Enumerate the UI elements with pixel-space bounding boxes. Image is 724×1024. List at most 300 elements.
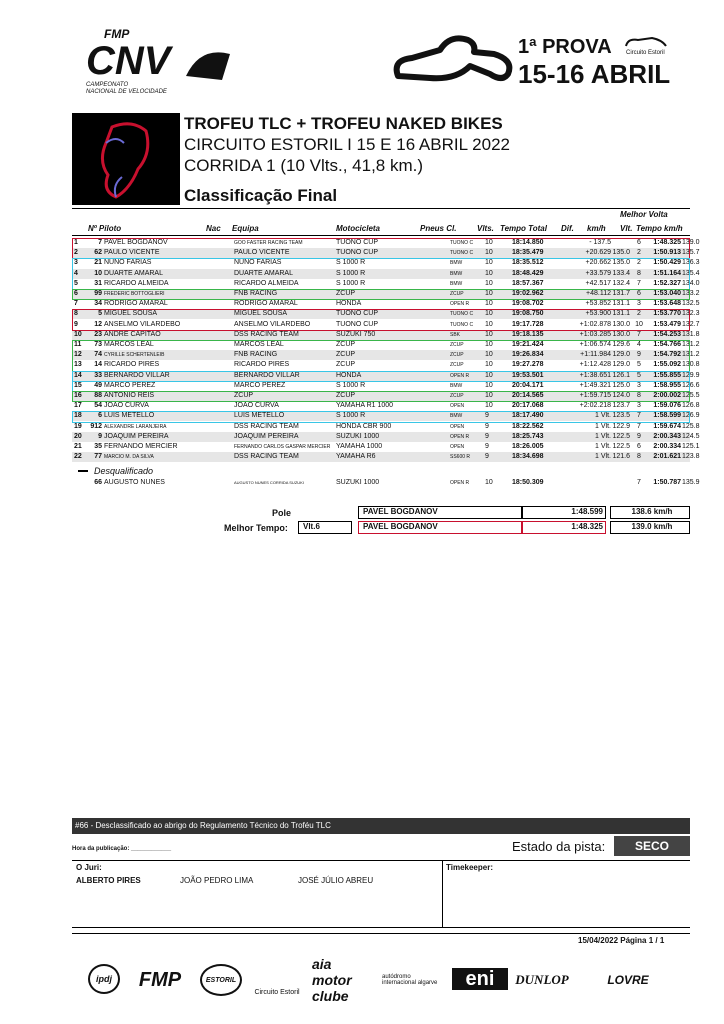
cell-bk: 135.7 <box>682 249 700 257</box>
cell-num: 9 <box>98 432 102 440</box>
cell-diff: +42.517 <box>585 279 611 287</box>
cell-bt: 2:01.621 <box>653 453 681 461</box>
cell-pilot: FREDERIC BOTTOGLIERI <box>104 291 165 297</box>
cell-laps: 9 <box>485 432 489 440</box>
dsq-section <box>72 466 690 476</box>
cell-time: 18:25.743 <box>512 432 544 440</box>
cell-pos: 22 <box>74 453 82 461</box>
cell-bl: 7 <box>637 279 641 287</box>
cell-time: 18:26.005 <box>512 443 544 450</box>
badge-text: Circuito Estoril <box>626 50 665 56</box>
cell-team: DSS RACING TEAM <box>234 422 299 430</box>
cell-bk: 136.3 <box>682 259 700 267</box>
cell-bl: 4 <box>637 341 641 348</box>
dsq-label: Desqualificado <box>94 466 154 477</box>
cnv-sub1: CAMPEONATO <box>86 82 129 88</box>
cell-bl: 6 <box>637 290 641 297</box>
table-row <box>72 452 700 462</box>
cell-pilot: MIGUEL SOUSA <box>104 310 158 318</box>
cell-kmh: 129.6 <box>612 341 630 348</box>
cell-cls: TUONO C <box>450 311 474 318</box>
cell-pilot: DUARTE AMARAL <box>104 269 163 277</box>
cell-bl: 2 <box>637 310 641 318</box>
cell-bk: 132.3 <box>682 310 700 318</box>
cell-bk: 135.4 <box>682 269 700 277</box>
table-row <box>72 330 700 340</box>
cell-diff: +33.579 <box>585 269 611 277</box>
date-page: 15/04/2022 Página 1 / 1 <box>578 936 665 945</box>
cnv-brand: FMP <box>104 27 130 41</box>
cell-time: 19:02.962 <box>512 290 544 297</box>
cell-kmh: 122.5 <box>612 432 630 440</box>
cell-team: MARCOS LEAL <box>234 341 284 348</box>
cell-bt: 1:54.253 <box>653 330 681 338</box>
cell-moto: ZCUP <box>336 290 356 297</box>
cell-time: 20:04.171 <box>512 381 544 389</box>
cell-kmh: 125.0 <box>612 381 630 389</box>
cell-kmh: 135.0 <box>612 259 630 267</box>
col-kmh: km/h <box>587 224 606 233</box>
cell-kmh: 122.5 <box>612 443 630 450</box>
cell-diff: 1 Vlt. <box>595 422 611 430</box>
cell-pos: 19 <box>74 422 82 430</box>
cell-bk: 125.5 <box>682 392 700 399</box>
sponsor-ipdj: ipdj <box>88 964 120 994</box>
cell-time: 20:14.565 <box>512 392 544 399</box>
cnv-name: CNV <box>86 39 171 83</box>
cell-pilot: PAULO VICENTE <box>104 249 160 257</box>
cell-bl: 3 <box>637 300 641 308</box>
circuit-estoril-badge <box>622 34 672 56</box>
cell-time: 19:17.728 <box>512 320 544 328</box>
cell-time: 18:22.562 <box>512 422 544 430</box>
cell-cls: OPEN <box>450 444 465 450</box>
cell-cls: BMW <box>450 280 463 287</box>
cell-team: JOAO CURVA <box>234 402 279 410</box>
col-team: Equipa <box>232 224 259 233</box>
cell-time: 20:17.068 <box>512 402 544 410</box>
col-nac: Nac <box>206 224 221 233</box>
cell-cls: ZCUP <box>450 352 464 359</box>
cell-pilot: RICARDO PIRES <box>104 361 160 369</box>
cell-laps: 9 <box>485 412 489 420</box>
cell-pos: 17 <box>74 402 82 410</box>
cell-laps: 10 <box>485 269 493 277</box>
cell-pilot: PAVEL BOGDANOV <box>104 239 168 246</box>
round-label: 1ª PROVA <box>518 36 612 58</box>
col-pilot: Nº Piloto <box>88 224 122 233</box>
cell-pilot: ANDRE CAPITAO <box>104 330 161 338</box>
dsq-cell-laps: 10 <box>485 479 493 487</box>
cell-cls: ZCUP <box>450 291 464 297</box>
cell-cls: OPEN <box>450 423 465 430</box>
cell-moto: YAMAHA 1000 <box>336 443 383 450</box>
cell-laps: 10 <box>485 259 493 267</box>
cell-team: DUARTE AMARAL <box>234 269 293 277</box>
cell-moto: TUONO CUP <box>336 249 378 257</box>
cell-team: PAULO VICENTE <box>234 249 290 257</box>
cell-bt: 1:54.766 <box>653 341 681 348</box>
cell-bk: 125.8 <box>682 422 700 430</box>
cell-num: 54 <box>94 402 102 410</box>
cell-laps: 10 <box>485 351 493 359</box>
cell-time: 19:27.278 <box>512 361 544 369</box>
cell-cls: OPEN R <box>450 372 470 379</box>
cell-pos: 21 <box>74 443 82 450</box>
cell-time: 18:14.850 <box>512 239 544 246</box>
cell-bt: 1:59.076 <box>653 402 681 410</box>
cell-pos: 20 <box>74 432 82 440</box>
cell-diff: - 137.5 <box>589 239 611 246</box>
cell-time: 18:17.490 <box>512 412 544 420</box>
cell-laps: 10 <box>485 361 493 369</box>
cell-num: 99 <box>94 290 102 297</box>
cell-kmh: 131.1 <box>612 310 630 318</box>
cell-num: 88 <box>94 392 102 399</box>
cell-cls: TUONO C <box>450 240 474 246</box>
best-name: PAVEL BOGDANOV <box>358 521 522 534</box>
cell-bl: 9 <box>637 432 641 440</box>
cell-diff: +1:49.321 <box>579 381 611 389</box>
cell-laps: 9 <box>485 443 489 450</box>
cell-cls: BMW <box>450 413 463 420</box>
dsq-cell-pilot: AUGUSTO NUNES <box>104 479 165 487</box>
cell-kmh: 131.1 <box>612 300 630 308</box>
cell-cls: SBK <box>450 331 461 338</box>
cell-time: 19:08.702 <box>512 300 544 308</box>
cell-num: 10 <box>94 269 102 277</box>
cell-bk: 131.2 <box>682 351 700 359</box>
cell-pos: 12 <box>74 351 82 359</box>
col-best-kmh: km/h <box>664 224 683 233</box>
cell-pilot: JOAQUIM PEREIRA <box>104 432 169 440</box>
cell-diff: +1:06.574 <box>579 341 611 348</box>
cell-bt: 1:50.429 <box>653 259 681 267</box>
cell-bt: 1:48.325 <box>653 239 681 246</box>
cell-bl: 3 <box>637 402 641 410</box>
sponsor-lovre: LOVRE <box>607 973 649 987</box>
event-dates: 15-16 ABRIL <box>518 59 671 89</box>
cell-diff: +1:38.651 <box>579 371 611 379</box>
cell-pos: 5 <box>74 279 78 287</box>
jury-member-1: ALBERTO PIRES <box>76 876 141 885</box>
cell-laps: 10 <box>485 239 493 246</box>
cell-laps: 10 <box>485 300 493 308</box>
disqualification-note: #66 - Desclassificado ao abrigo do Regulamento Técnico do Troféu TLC <box>72 818 690 834</box>
cell-pos: 7 <box>74 300 78 308</box>
cell-kmh: 123.5 <box>612 412 630 420</box>
cell-team: ZCUP <box>234 392 254 399</box>
estoril-track-logo <box>390 30 520 85</box>
cell-cls: BMW <box>450 270 463 277</box>
dsq-dash <box>78 470 88 472</box>
sponsor-circuito-estoril: Circuito Estoril <box>254 989 300 996</box>
cell-pilot: MARCOS LEAL <box>104 341 154 348</box>
publication-time: Hora da publicação: ____________ <box>72 846 172 852</box>
cell-time: 18:35.479 <box>512 249 544 257</box>
cell-bt: 1:54.792 <box>653 351 681 359</box>
cell-moto: YAMAHA R6 <box>336 453 376 461</box>
cell-team: LUIS METELLO <box>234 412 285 420</box>
sponsor-autodromo: autódromo internacional algarve <box>382 974 438 986</box>
cell-diff: +1:11.984 <box>580 351 611 359</box>
cell-pilot: RICARDO ALMEIDA <box>104 279 169 287</box>
jury-member-2: JOÃO PEDRO LIMA <box>180 876 254 885</box>
title-championship: TROFEU TLC + TROFEU NAKED BIKES <box>184 114 503 133</box>
cell-bk: 132.5 <box>682 300 700 308</box>
cell-laps: 10 <box>485 279 493 287</box>
cell-moto: HONDA <box>336 300 362 308</box>
cell-cls: SS600 R <box>450 454 471 461</box>
cell-diff: +20.629 <box>585 249 611 257</box>
cell-laps: 10 <box>485 392 493 399</box>
cell-bk: 130.8 <box>682 361 700 369</box>
cell-time: 19:18.135 <box>512 330 544 338</box>
title-venue: CIRCUITO ESTORIL I 15 E 16 ABRIL 2022 <box>184 135 510 154</box>
header-underline <box>72 235 690 236</box>
cell-moto: ZCUP <box>336 341 356 348</box>
dsq-cell-bt: 1:50.787 <box>653 479 681 487</box>
cell-num: 6 <box>98 412 102 420</box>
cell-cls: ZCUP <box>450 362 464 369</box>
cell-pos: 15 <box>74 381 82 389</box>
cell-bt: 1:53.479 <box>653 320 681 328</box>
cell-team: DSS RACING TEAM <box>234 330 299 338</box>
cell-pos: 11 <box>74 341 82 348</box>
cell-pilot: NUNO FARIAS <box>104 259 152 267</box>
cell-laps: 10 <box>485 402 493 410</box>
cell-pos: 9 <box>74 320 78 328</box>
cell-team: ANSELMO VILARDEBO <box>234 320 311 328</box>
cell-num: 7 <box>98 239 102 246</box>
table-row <box>72 442 700 452</box>
cell-bt: 2:00.343 <box>653 432 681 440</box>
cell-moto: TUONO CUP <box>336 310 378 318</box>
class-frame <box>72 289 690 300</box>
cell-num: 34 <box>94 300 102 308</box>
cell-pilot: ALEXANDRE LARANJEIRA <box>104 423 167 430</box>
cell-bt: 1:55.855 <box>653 371 681 379</box>
cnv-sub2: NACIONAL DE VELOCIDADE <box>86 89 167 95</box>
cell-kmh: 130.0 <box>612 330 630 338</box>
cell-kmh: 124.0 <box>612 392 630 399</box>
cell-laps: 10 <box>485 381 493 389</box>
cell-team: RODRIGO AMARAL <box>234 300 298 308</box>
cell-time: 19:21.424 <box>512 341 544 348</box>
cell-kmh: 133.4 <box>612 269 630 277</box>
cell-time: 19:26.834 <box>512 351 544 359</box>
cell-num: 73 <box>94 341 102 348</box>
cell-pilot: RODRIGO AMARAL <box>104 300 168 308</box>
cell-num: 12 <box>94 320 102 328</box>
cell-team: MIGUEL SOUSA <box>234 310 288 318</box>
cell-cls: BMW <box>450 382 463 389</box>
class-frame <box>72 391 690 402</box>
cell-diff: +48.112 <box>586 290 611 297</box>
cell-team: FNB RACING <box>234 290 278 297</box>
cell-bl: 5 <box>637 371 641 379</box>
table-row <box>72 299 700 309</box>
cell-kmh: 122.9 <box>612 422 630 430</box>
cell-diff: +53.900 <box>585 310 611 318</box>
cell-moto: S 1000 R <box>336 269 366 277</box>
cell-pilot: LUIS METELLO <box>104 412 155 420</box>
cell-bk: 139.0 <box>682 239 700 246</box>
cell-pos: 10 <box>74 330 82 338</box>
cell-kmh: 121.6 <box>612 453 630 461</box>
col-best-group: Melhor Volta <box>620 210 668 219</box>
col-best-time: Tempo <box>636 224 662 233</box>
cell-laps: 9 <box>485 422 489 430</box>
class-frame <box>72 340 690 372</box>
cell-bt: 1:51.164 <box>653 269 681 277</box>
dsq-cell-bl: 7 <box>637 479 641 487</box>
cell-bl: 7 <box>637 412 641 420</box>
cell-laps: 10 <box>485 320 493 328</box>
cell-cls: ZCUP <box>450 342 464 348</box>
pole-label: Pole <box>272 508 292 518</box>
cell-team: FNB RACING <box>234 351 278 359</box>
cell-team: GOO FASTER RACING TEAM <box>234 240 303 246</box>
col-total: Tempo Total <box>500 224 547 233</box>
cell-cls: OPEN R <box>450 301 470 308</box>
dsq-cell-cls: OPEN R <box>450 480 470 487</box>
cell-diff: 1 Vlt. <box>595 443 611 450</box>
cell-kmh: 131.7 <box>612 290 630 297</box>
timekeeper-label: Timekeeper: <box>446 863 493 872</box>
cell-kmh: 126.1 <box>612 371 630 379</box>
cell-bk: 131.8 <box>682 330 700 338</box>
cell-bl: 8 <box>637 269 641 277</box>
cell-diff: +1:02.878 <box>579 320 611 328</box>
cell-time: 18:34.698 <box>512 453 544 461</box>
cell-team: NUNO FARIAS <box>234 259 282 267</box>
col-moto: Motocicleta <box>336 224 381 233</box>
cell-bk: 134.0 <box>682 279 700 287</box>
col-class: Pneus Cl. <box>420 224 457 233</box>
cell-diff: +1:03.285 <box>579 330 611 338</box>
cell-bl: 3 <box>637 381 641 389</box>
cell-pos: 1 <box>74 239 78 246</box>
pole-speed: 138.6 km/h <box>610 506 690 519</box>
cell-laps: 10 <box>485 310 493 318</box>
dsq-row <box>72 478 700 488</box>
cell-bt: 1:53.040 <box>653 290 681 297</box>
cell-num: 49 <box>94 381 102 389</box>
cell-kmh: 130.0 <box>612 320 630 328</box>
sponsor-eni: eni <box>452 968 508 990</box>
col-best-lap: Vlt. <box>620 224 633 233</box>
cell-pos: 3 <box>74 259 78 267</box>
cell-bl: 9 <box>637 351 641 359</box>
cell-kmh: 129.0 <box>612 351 630 359</box>
cell-time: 19:53.501 <box>512 371 544 379</box>
cell-pilot: MARCO PEREZ <box>104 381 156 389</box>
cell-moto: SUZUKI 1000 <box>336 432 380 440</box>
cell-cls: OPEN <box>450 403 465 410</box>
cell-bt: 1:53.770 <box>653 310 681 318</box>
cell-moto: ZCUP <box>336 351 356 359</box>
cell-bt: 1:55.092 <box>653 361 681 369</box>
cell-pilot: FERNANDO MERCIER <box>104 443 178 450</box>
cell-bt: 1:53.648 <box>653 300 681 308</box>
best-time-label: Melhor Tempo: <box>224 523 288 533</box>
cell-team: FERNANDO CARLOS GASPAR MERCIER <box>234 444 331 450</box>
sponsor-estoril: ESTORIL <box>200 964 242 996</box>
cell-num: 74 <box>94 351 102 359</box>
cell-laps: 10 <box>485 290 493 297</box>
pole-name: PAVEL BOGDANOV <box>358 506 522 519</box>
track-map-thumbnail <box>72 113 180 205</box>
cell-bk: 125.1 <box>682 443 700 450</box>
track-state-label: Estado da pista: <box>512 839 606 854</box>
cell-bt: 1:52.327 <box>653 279 681 287</box>
cell-diff: 1 Vlt. <box>595 453 611 461</box>
cell-bt: 1:59.674 <box>653 422 681 430</box>
cell-pos: 4 <box>74 269 78 277</box>
cell-moto: HONDA <box>336 371 362 379</box>
cell-bk: 132.7 <box>682 320 700 328</box>
cell-team: RICARDO PIRES <box>234 361 290 369</box>
col-laps: Vlts. <box>477 224 494 233</box>
cell-pos: 16 <box>74 392 82 399</box>
class-frame <box>72 411 690 422</box>
cell-pilot: MARCIO M. DA SILVA <box>104 454 154 461</box>
cell-num: 77 <box>94 453 102 461</box>
cell-cls: OPEN R <box>450 433 470 440</box>
cell-diff: +53.852 <box>585 300 611 308</box>
cell-bl: 6 <box>637 443 641 450</box>
cell-bt: 1:58.955 <box>653 381 681 389</box>
cell-cls: ZCUP <box>450 393 464 399</box>
cell-diff: +1:59.715 <box>579 392 611 399</box>
cell-kmh: 135.0 <box>612 249 630 257</box>
cell-bl: 2 <box>637 259 641 267</box>
dsq-cell-moto: SUZUKI 1000 <box>336 479 380 487</box>
cell-diff: +20.662 <box>585 259 611 267</box>
track-state-value: SECO <box>614 836 690 856</box>
cell-pos: 2 <box>74 249 78 257</box>
col-diff: Dif. <box>561 224 574 233</box>
cell-bl: 5 <box>637 361 641 369</box>
cell-num: 912 <box>90 422 102 430</box>
cell-kmh: 123.7 <box>612 402 630 410</box>
table-row <box>72 401 700 411</box>
cell-pos: 13 <box>74 361 82 369</box>
cell-pos: 8 <box>74 310 78 318</box>
jury-divider <box>442 860 443 928</box>
dsq-cell-team: AUGUSTO NUNES CORRIDA SUZUKI <box>234 480 304 486</box>
cell-pilot: ANTONIO REIS <box>104 392 155 399</box>
cell-num: 62 <box>94 249 102 257</box>
cell-bt: 1:58.599 <box>653 412 681 420</box>
cell-moto: TUONO CUP <box>336 239 378 246</box>
cell-cls: BMW <box>450 260 463 267</box>
cell-bl: 10 <box>635 320 643 328</box>
cell-moto: S 1000 R <box>336 279 366 287</box>
cell-team: DSS RACING TEAM <box>234 453 299 461</box>
cell-pos: 18 <box>74 412 82 420</box>
cell-time: 18:57.367 <box>512 279 544 287</box>
cell-kmh: 129.0 <box>612 361 630 369</box>
cell-team: MARCO PEREZ <box>234 381 286 389</box>
cell-time: 18:35.512 <box>512 259 544 267</box>
cell-num: 23 <box>94 330 102 338</box>
cell-bk: 129.9 <box>682 371 700 379</box>
jury-box <box>72 860 690 928</box>
cell-cls: TUONO C <box>450 321 474 328</box>
sponsor-aia: aia motor clube <box>312 956 352 1004</box>
